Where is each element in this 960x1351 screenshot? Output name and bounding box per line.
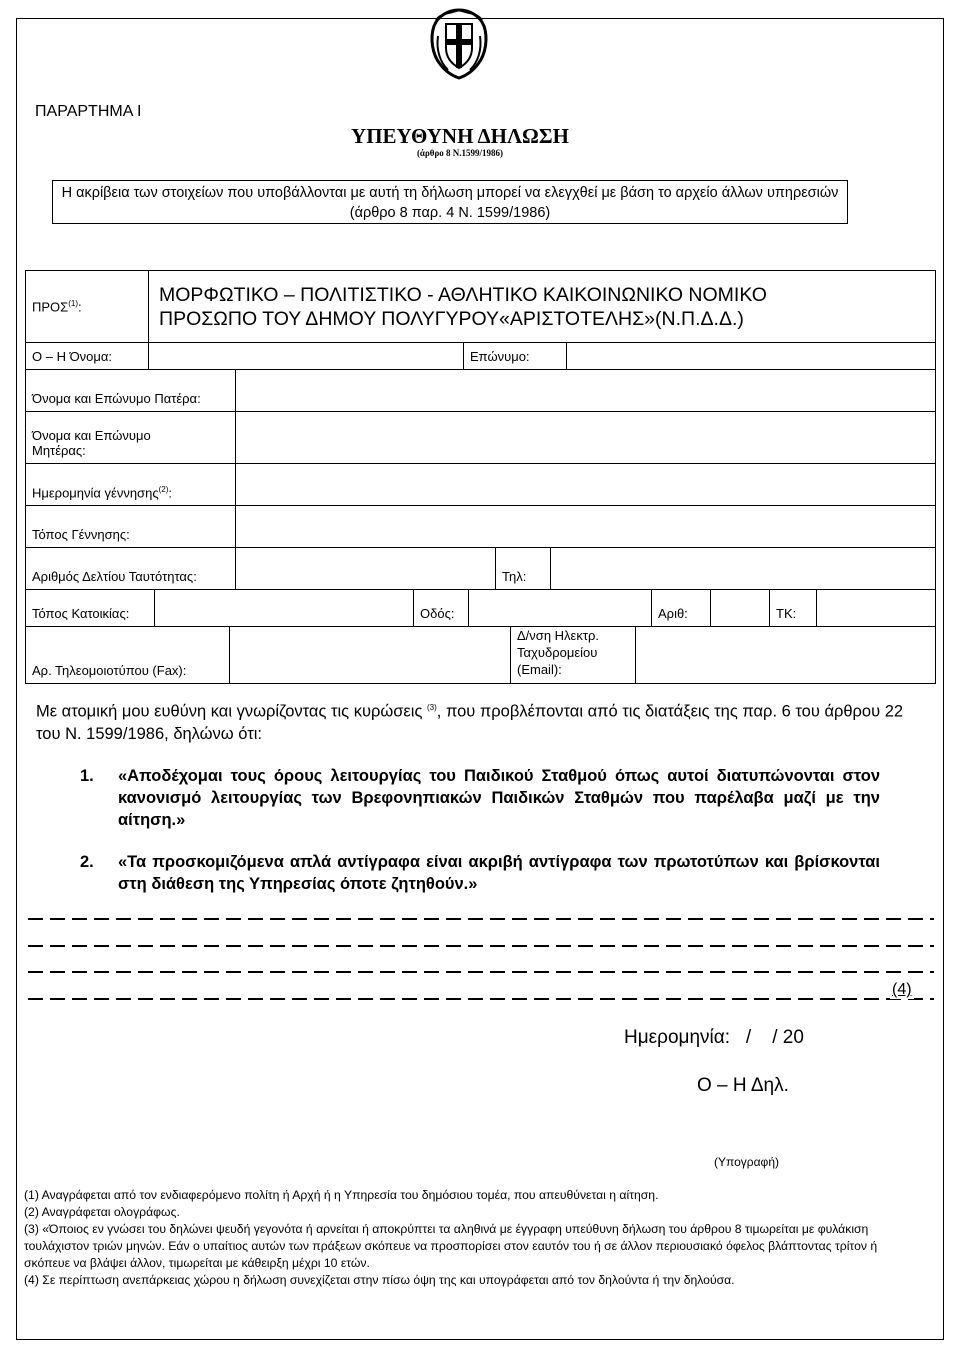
id-label-cell (26, 548, 236, 590)
email-field[interactable] (636, 627, 936, 684)
to-label-cell (26, 271, 149, 343)
birthplace-label-cell (26, 506, 236, 548)
id-field[interactable] (236, 548, 496, 590)
birthdate-colon: : (168, 485, 172, 500)
father-label-cell (26, 370, 236, 412)
declaration-item-number: 2. (80, 853, 94, 871)
number-label: Αριθ: (658, 606, 688, 621)
street-label: Οδός: (420, 606, 455, 621)
date-line: Ημερομηνία: / / 20 (624, 1027, 804, 1048)
surname-label: Επώνυμο: (470, 349, 530, 364)
street-field[interactable] (469, 590, 652, 627)
residence-table (25, 589, 936, 627)
postcode-label: ΤΚ: (776, 606, 797, 621)
id-label: Αριθμός Δελτίου Ταυτότητας: (32, 569, 197, 584)
declaration-item-text: «Αποδέχομαι τους όρους λειτουργίας του Παιδικού Σταθμού όπως αυτοί διατυπώνονται στον κανονισμό λειτουργίας των Βρεφονηπιακών Παιδικών Σταθμών που παρέλαβα μαζί με την αίτηση.» (118, 767, 880, 829)
name-label-cell (26, 343, 149, 370)
greek-coat-of-arms-icon (426, 6, 492, 82)
to-value-cell (149, 271, 936, 343)
birthplace-label: Τόπος Γέννησης: (32, 527, 130, 542)
phone-label-cell (496, 548, 551, 590)
document-title: ΥΠΕΥΘΥΝΗ ΔΗΛΩΣΗ (351, 124, 569, 148)
blank-line[interactable] (28, 918, 934, 920)
document-subtitle: (άρθρο 8 Ν.1599/1986) (416, 148, 504, 158)
email-label-cell (511, 627, 636, 684)
recipient-table (25, 270, 936, 343)
number-field[interactable] (711, 590, 770, 627)
birthdate-label: Ημερομηνία γέννησης (32, 485, 159, 500)
declaration-intro-part2: , που προβλέπονται από τις διατάξεις της παρ. 6 του άρθρου 22 του Ν. 1599/1986, δηλώνω ότι: (36, 702, 904, 743)
residence-field[interactable] (155, 590, 414, 627)
declaration-item-text: «Τα προσκομιζόμενα απλά αντίγραφα είναι ακριβή αντίγραφα των πρωτοτύπων και βρίσκονται στη διάθεση της Υπηρεσίας όποτε ζητηθούν.» (118, 853, 880, 893)
continuation-footnote-ref: (4) (892, 981, 912, 998)
surname-field[interactable] (567, 343, 936, 370)
email-label-line2: Ταχυδρομείου (517, 645, 598, 660)
birthdate-label-cell (26, 464, 236, 506)
street-label-cell (414, 590, 469, 627)
contact-table (25, 626, 936, 684)
id-table (25, 547, 936, 590)
footnote: (4) Σε περίπτωση ανεπάρκειας χώρου η δήλωση συνεχίζεται στην πίσω όψη της και υπογράφεται από τον δηλούντα ή την δηλούσα. (24, 1273, 735, 1287)
declaration-item (80, 765, 880, 831)
footnote: (1) Αναγράφεται από τον ενδιαφερόμενο πολίτη ή Αρχή ή η Υπηρεσία του δημόσιου τομέα, που απευθύνεται η αίτηση. (24, 1188, 659, 1202)
declaration-item (80, 851, 880, 895)
declaration-footnote-ref: (3) (427, 703, 437, 712)
to-colon: : (78, 299, 82, 315)
to-footnote-ref: (1) (68, 298, 78, 308)
surname-label-cell (464, 343, 567, 370)
residence-label-cell (26, 590, 155, 627)
email-label-line1: Δ/νση Ηλεκτρ. (517, 628, 599, 643)
postcode-label-cell (770, 590, 817, 627)
recipient-line2: ΠΡΟΣΩΠΟ ΤΟΥ ΔΗΜΟΥ ΠΟΛΥΓΥΡΟΥ«ΑΡΙΣΤΟΤΕΛΗΣ»(Ν.Π.Δ.Δ.) (159, 307, 744, 330)
signature-label: (Υπογραφή) (714, 1155, 779, 1169)
declarant-label: Ο – Η Δηλ. (697, 1075, 789, 1096)
footnotes (24, 1187, 924, 1289)
personal-details-table (25, 369, 936, 548)
footnote: (3) «Όποιος εν γνώσει του δηλώνει ψευδή γεγονότα ή αρνείται ή αποκρύπτει τα αληθινά με έγγραφη υπεύθυνη δήλωση του άρθρου 8 τιμωρείται με φυλάκιση τουλάχιστον τριών μηνών. Εάν ο υπαίτιος αυτών των πράξεων σκόπευε να προσπορίσει στον εαυτόν του ή σε άλλον περιουσιακό όφελος βλάπτοντας τρίτον ή σκόπευε να βλάψει άλλον, τιμωρείται με κάθειρξη μέχρι 10 ετών. (24, 1222, 878, 1270)
mother-label-line2: Μητέρας: (32, 443, 86, 458)
name-label: Ο – Η Όνομα: (32, 349, 112, 364)
birthplace-field[interactable] (236, 506, 936, 548)
father-label: Όνομα και Επώνυμο Πατέρα: (32, 391, 201, 406)
accuracy-notice (52, 180, 848, 224)
phone-field[interactable] (551, 548, 936, 590)
accuracy-notice-line1: Η ακρίβεια των στοιχείων που υποβάλλονται με αυτή τη δήλωση μπορεί να ελεγχθεί με βάση το αρχείο άλλων υπηρεσιών (61, 185, 839, 201)
footnote: (2) Αναγράφεται ολογράφως. (24, 1205, 180, 1219)
father-field[interactable] (236, 370, 936, 412)
mother-label-line1: Όνομα και Επώνυμο (32, 428, 151, 443)
fax-label: Αρ. Τηλεομοιοτύπου (Fax): (32, 663, 187, 678)
fax-field[interactable] (230, 627, 511, 684)
residence-label: Τόπος Κατοικίας: (32, 606, 130, 621)
fax-label-cell (26, 627, 230, 684)
accuracy-notice-line2: (άρθρο 8 παρ. 4 Ν. 1599/1986) (349, 205, 551, 221)
declaration-item-number: 1. (80, 767, 94, 785)
mother-field[interactable] (236, 412, 936, 464)
birthdate-field[interactable] (236, 464, 936, 506)
annex-label: ΠΑΡΑΡΤΗΜΑ Ι (35, 103, 142, 120)
blank-line[interactable] (28, 971, 934, 973)
birthdate-footnote-ref: (2) (158, 484, 169, 494)
email-label-line3: (Email): (517, 662, 562, 677)
phone-label: Τηλ: (502, 569, 527, 584)
postcode-field[interactable] (817, 590, 936, 627)
number-label-cell (652, 590, 711, 627)
recipient-line1: ΜΟΡΦΩΤΙΚΟ – ΠΟΛΙΤΙΣΤΙΚΟ - ΑΘΛΗΤΙΚΟ ΚΑΙΚΟΙΝΩΝΙΚΟ ΝΟΜΙΚΟ (159, 283, 767, 306)
declaration-intro-part1: Με ατομική μου ευθύνη και γνωρίζοντας τις κυρώσεις (36, 702, 423, 721)
blank-line[interactable] (28, 998, 934, 1000)
to-label: ΠΡΟΣ (32, 299, 69, 315)
mother-label-cell (26, 412, 236, 464)
name-field[interactable] (149, 343, 464, 370)
blank-line[interactable] (28, 945, 934, 947)
declaration-intro (36, 697, 916, 745)
name-table (25, 342, 936, 370)
